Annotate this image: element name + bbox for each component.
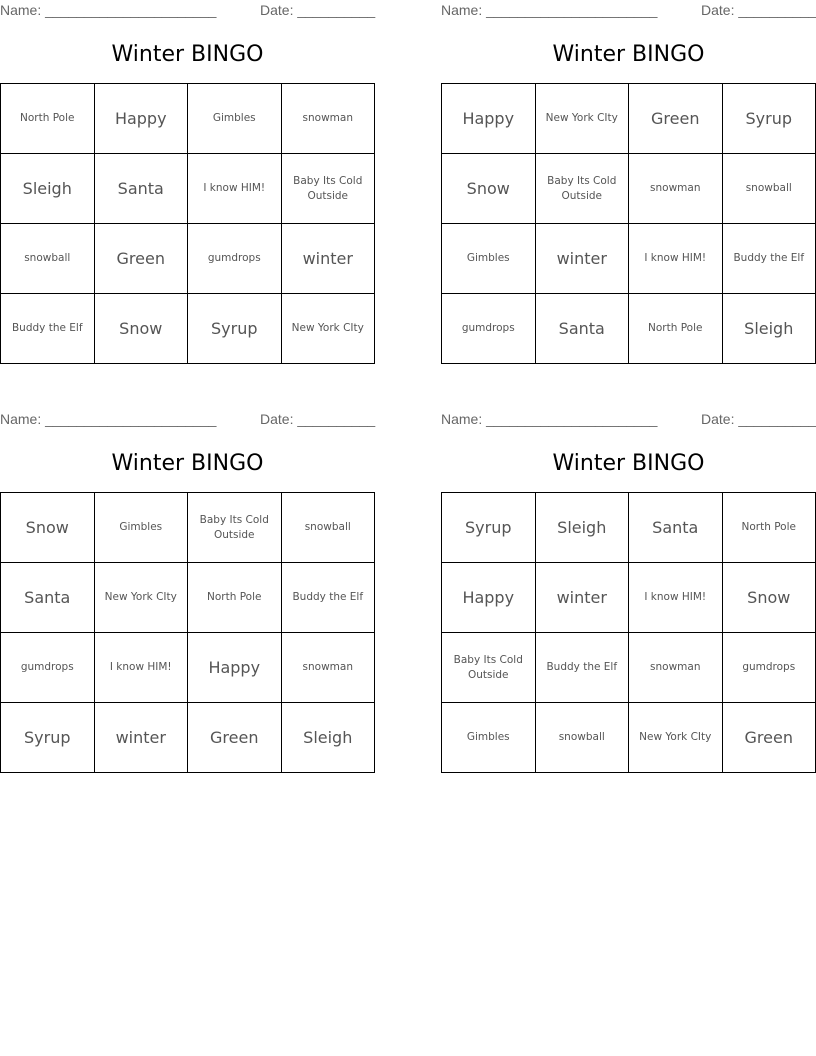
bingo-cell: North Pole [188,563,282,633]
card-title: Winter BINGO [111,451,264,476]
bingo-cell: Buddy the Elf [1,294,95,364]
bingo-cell: Green [722,703,816,773]
bingo-cell: Gimbles [188,84,282,154]
bingo-cell: snowball [281,493,375,563]
bingo-cell: Baby Its Cold Outside [188,493,282,563]
bingo-cell: North Pole [722,493,816,563]
bingo-row [442,154,816,224]
bingo-cell: winter [535,224,629,294]
bingo-row [1,224,375,294]
bingo-cell: New York CIty [94,563,188,633]
bingo-cell: Snow [1,493,95,563]
bingo-row [442,224,816,294]
date-field: Date: __________ [260,2,376,18]
bingo-row [442,633,816,703]
bingo-row [442,493,816,563]
bingo-cell: Buddy the Elf [535,633,629,703]
bingo-grid [0,83,375,364]
bingo-cell: Gimbles [442,224,536,294]
bingo-cell: snowball [535,703,629,773]
bingo-cell: Syrup [188,294,282,364]
bingo-cell: New York CIty [629,703,723,773]
card-header [0,2,376,18]
bingo-cell: North Pole [629,294,723,364]
name-field: Name: ______________________ [0,2,217,18]
bingo-cell: gumdrops [722,633,816,703]
bingo-card [0,409,375,774]
bingo-row [442,84,816,154]
bingo-cell: Baby Its Cold Outside [442,633,536,703]
name-field: Name: ______________________ [0,411,217,427]
bingo-cell: I know HIM! [629,563,723,633]
bingo-card [441,409,816,774]
bingo-cell: winter [281,224,375,294]
bingo-row [442,294,816,364]
bingo-row [1,294,375,364]
bingo-cell: Santa [94,154,188,224]
bingo-cell: Syrup [1,703,95,773]
bingo-cell: Sleigh [1,154,95,224]
bingo-cell: Buddy the Elf [722,224,816,294]
bingo-cell: Santa [1,563,95,633]
bingo-cell: Snow [722,563,816,633]
bingo-cell: gumdrops [188,224,282,294]
bingo-row [442,703,816,773]
bingo-cell: New York CIty [281,294,375,364]
bingo-grid [0,492,375,773]
bingo-cell: North Pole [1,84,95,154]
bingo-cell: snowman [629,154,723,224]
bingo-cell: Baby Its Cold Outside [535,154,629,224]
card-header [0,411,376,427]
bingo-cell: Baby Its Cold Outside [281,154,375,224]
bingo-cell: winter [535,563,629,633]
bingo-row [1,703,375,773]
bingo-row [1,563,375,633]
bingo-cell: Happy [94,84,188,154]
bingo-row [1,84,375,154]
bingo-cell: snowball [722,154,816,224]
bingo-cell: Snow [442,154,536,224]
bingo-cell: gumdrops [1,633,95,703]
bingo-cell: Green [94,224,188,294]
bingo-cell: New York CIty [535,84,629,154]
card-header [441,2,816,18]
bingo-cell: Happy [188,633,282,703]
bingo-card [0,0,375,365]
bingo-cell: gumdrops [442,294,536,364]
bingo-cell: I know HIM! [188,154,282,224]
bingo-cell: Sleigh [281,703,375,773]
bingo-row [442,563,816,633]
bingo-cell: snowball [1,224,95,294]
bingo-row [1,493,375,563]
bingo-cell: Santa [535,294,629,364]
date-field: Date: __________ [260,411,376,427]
bingo-cell: Green [629,84,723,154]
name-field: Name: ______________________ [441,411,658,427]
bingo-cell: Gimbles [442,703,536,773]
bingo-cell: Syrup [442,493,536,563]
name-field: Name: ______________________ [441,2,658,18]
bingo-cell: Snow [94,294,188,364]
card-title: Winter BINGO [552,42,705,67]
bingo-cell: Santa [629,493,723,563]
bingo-grid [441,492,816,773]
bingo-cell: Sleigh [535,493,629,563]
bingo-grid [441,83,816,364]
bingo-cell: Green [188,703,282,773]
bingo-cell: winter [94,703,188,773]
bingo-cell: I know HIM! [629,224,723,294]
bingo-row [1,633,375,703]
bingo-row [1,154,375,224]
bingo-cell: snowman [281,633,375,703]
bingo-cell: Gimbles [94,493,188,563]
date-field: Date: __________ [701,2,816,18]
bingo-card [441,0,816,365]
bingo-cell: snowman [629,633,723,703]
bingo-cell: Happy [442,563,536,633]
bingo-cell: Sleigh [722,294,816,364]
bingo-cell: snowman [281,84,375,154]
bingo-cell: Syrup [722,84,816,154]
date-field: Date: __________ [701,411,816,427]
bingo-cell: I know HIM! [94,633,188,703]
card-title: Winter BINGO [111,42,264,67]
card-title: Winter BINGO [552,451,705,476]
card-header [441,411,816,427]
bingo-cell: Buddy the Elf [281,563,375,633]
bingo-cell: Happy [442,84,536,154]
